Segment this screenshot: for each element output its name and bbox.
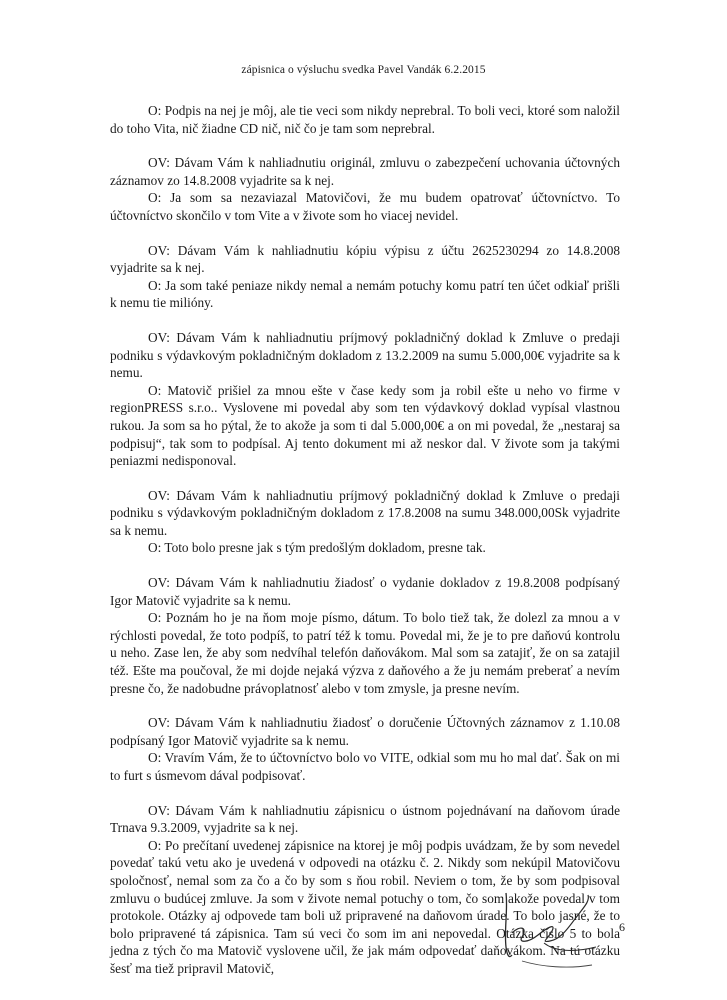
document-body [110,102,620,978]
question-paragraph: OV: Dávam Vám k nahliadnutiu originál, zmluvu o zabezpečení uchovania účtovných záznamov zo 14.8.2008 vyjadrite sa k nej. [110,155,620,188]
answer-paragraph: O: Ja som sa nezaviazal Matovičovi, že mu budem opatrovať účtovníctvo. To účtovníctvo skončilo v tom Vite a v živote som ho viacej nevidel. [110,190,620,223]
answer-paragraph: O: Podpis na nej je môj, ale tie veci som nikdy neprebral. To boli veci, ktoré som naložil do toho Vita, nič žiadne CD nič, nič čo je tam som neprebral. [110,103,620,136]
answer-paragraph: O: Vravím Vám, že to účtovníctvo bolo vo VITE, odkial som mu ho mal dať. Šak on mi to furt s úsmevom dával podpisovať. [110,750,620,783]
question-paragraph: OV: Dávam Vám k nahliadnutiu zápisnicu o ústnom pojednávaní na daňovom úrade Trnava 9.3.2009, vyjadrite sa k nej. [110,802,620,836]
handwritten-signature [492,885,602,975]
page-header: zápisnica o výsluchu svedka Pavel Vandák 6.2.2015 [241,64,486,76]
question-paragraph: OV: Dávam Vám k nahliadnutiu kópiu výpisu z účtu 2625230294 zo 14.8.2008 vyjadrite sa k nej. [110,242,620,276]
answer-paragraph: O: Poznám ho je na ňom moje písmo, dátum. To bolo tiež tak, že dolezl za mnou a v rýchlosti povedal, že toto podpíš, to patrí též k tomu. Povedal mi, že je to pre daňovú kontrolu u neho. Zase len, že aby som nedvíhal telefón daňovákom. Mal som sa zatajiť, že on sa zatajil též. Ešte ma poučoval, že mi dojde nejaká výzva z daňového a že ju nemám preberať a nevím presne čo, že nadobudne právoplatnosť alebo v tom zmysle, ja presne nevím. [110,610,620,696]
question-paragraph: OV: Dávam Vám k nahliadnutiu žiadosť o vydanie dokladov z 19.8.2008 podpísaný Igor Matovič vyjadrite sa k nemu. [110,575,620,608]
page-number: 6 [619,920,625,934]
question-paragraph: OV: Dávam Vám k nahliadnutiu príjmový pokladničný doklad k Zmluve o predaji podniku s výdavkovým pokladničným dokladom z 13.2.2009 na sumu 5.000,00€ vyjadrite sa k nemu. [110,329,620,381]
question-paragraph: OV: Dávam Vám k nahliadnutiu žiadosť o doručenie Účtovných záznamov z 1.10.08 podpísaný Igor Matovič vyjadrite sa k nemu. [110,715,620,748]
answer-paragraph: O: Ja som také peniaze nikdy nemal a nemám potuchy komu patrí ten účet odkiaľ prišli k nemu tie milióny. [110,277,620,311]
question-paragraph: OV: Dávam Vám k nahliadnutiu príjmový pokladničný doklad k Zmluve o predaji podniku s výdavkovým pokladničným dokladom z 17.8.2008 na sumu 348.000,00Sk vyjadrite sa k nemu. [110,487,620,538]
answer-paragraph: O: Toto bolo presne jak s tým predošlým dokladom, presne tak. [148,540,486,556]
answer-paragraph: O: Matovič prišiel za mnou ešte v čase kedy som ja robil ešte u neho vo firme v regionPRESS s.r.o.. Vyslovene mi povedal aby som ten výdavkový doklad vypísal vlastnou rukou. Ja som sa ho pýtal, že to akože ja som ti dal 5.000,00€ a on mi povedal, že „nestaraj sa podpisuj“, tak som to podpísal. Aj tento dokument mi až neskor dal. V živote som ja takými peniazmi nedisponoval. [110,382,620,469]
answer-paragraph: O: Po prečítaní uvedenej zápisnice na ktorej je môj podpis uvádzam, že by som nevedel povedať takú vetu ako je uvedená v odpovedi na otázku č. 2. Nikdy som nekúpil Matovičovu spoločnosť, nemal som za čo a čo by som s ňou robil. Neviem o tom, že by som podpisoval zmluvu o budúcej zmluve. Ja som v živote nemal potuchy o tom, čo som akože povedal v tom protokole. Otázky aj odpovede tam boli už pripravené na daňovom úrade. To bolo jasné, že to bolo pripravené tá zápisnica. Tam sú veci čo som im ani nepovedal. Otázka číslo 5 to bola jedna z tých čo ma Matovič vyslovene učil, že jak mám odpovedať daňovákom. Na tú otázku šesť ma tiež pripravil Matovič, [110,837,620,976]
